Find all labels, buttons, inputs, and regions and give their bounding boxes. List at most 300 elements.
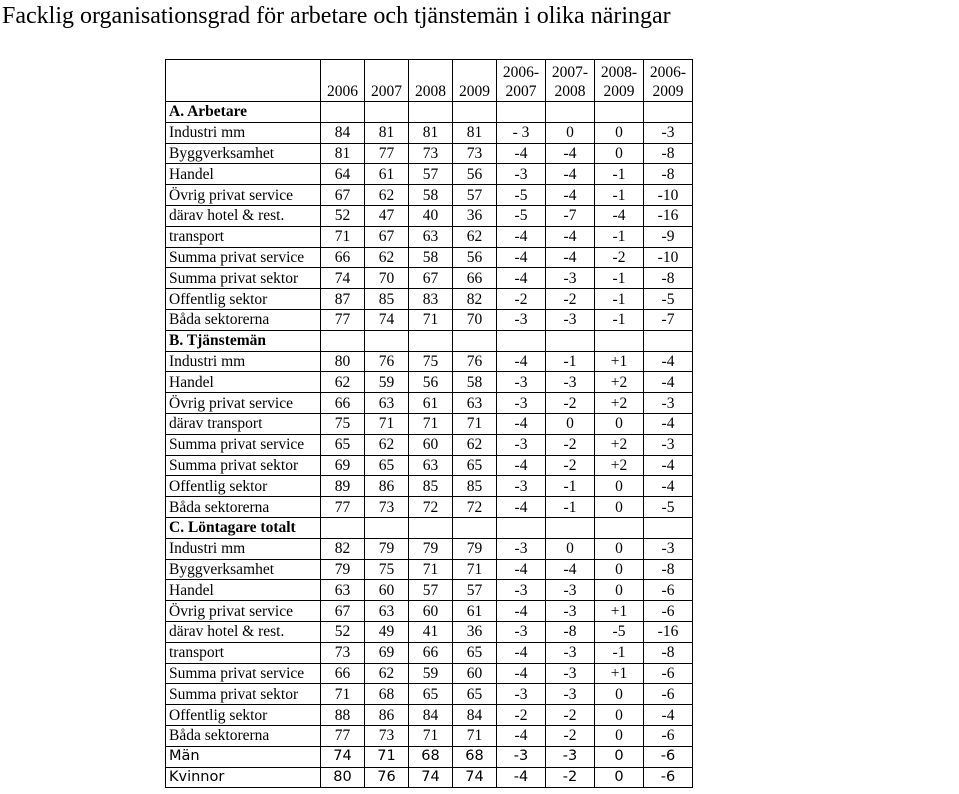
value-cell: 74	[409, 767, 453, 788]
value-cell: -1	[595, 268, 644, 289]
value-cell: -1	[595, 309, 644, 330]
table-row	[166, 226, 693, 247]
value-cell: 56	[453, 247, 497, 268]
value-cell: 85	[365, 289, 409, 310]
row-label: Offentlig sektor	[166, 705, 321, 726]
value-cell: -4	[546, 226, 595, 247]
value-cell: 0	[595, 538, 644, 559]
column-header	[453, 60, 497, 102]
value-cell: 36	[453, 621, 497, 642]
value-cell: 0	[595, 705, 644, 726]
value-cell: 60	[453, 663, 497, 684]
value-cell: -3	[497, 621, 546, 642]
page-title: Facklig organisationsgrad för arbetare och tjänstemän i olika näringar	[2, 3, 671, 29]
value-cell: 71	[409, 559, 453, 580]
value-cell: 59	[409, 663, 453, 684]
value-cell: 85	[453, 476, 497, 497]
value-cell: -8	[644, 164, 693, 185]
empty-cell	[365, 330, 409, 351]
empty-cell	[644, 330, 693, 351]
row-label: därav transport	[166, 413, 321, 434]
value-cell: -6	[644, 580, 693, 601]
value-cell: -3	[644, 393, 693, 414]
row-label: Summa privat sektor	[166, 684, 321, 705]
value-cell: -4	[497, 663, 546, 684]
value-cell: 0	[595, 413, 644, 434]
value-cell: 61	[365, 164, 409, 185]
value-cell: 57	[453, 580, 497, 601]
value-cell: -3	[546, 642, 595, 663]
value-cell: 71	[409, 309, 453, 330]
empty-cell	[644, 517, 693, 538]
value-cell: -4	[497, 143, 546, 164]
value-cell: +1	[595, 663, 644, 684]
value-cell: -5	[497, 185, 546, 206]
value-cell: 63	[453, 393, 497, 414]
table-row	[166, 767, 693, 788]
value-cell: -3	[546, 746, 595, 767]
column-header	[595, 60, 644, 102]
empty-cell	[453, 330, 497, 351]
empty-cell	[595, 102, 644, 123]
value-cell: 73	[453, 143, 497, 164]
table-row	[166, 497, 693, 518]
value-cell: 0	[595, 497, 644, 518]
column-header-line1	[368, 63, 405, 82]
column-header	[546, 60, 595, 102]
value-cell: -6	[644, 746, 693, 767]
empty-cell	[409, 517, 453, 538]
column-header-line1	[456, 63, 493, 82]
value-cell: -3	[546, 268, 595, 289]
value-cell: 65	[453, 455, 497, 476]
value-cell: -4	[644, 351, 693, 372]
table-row	[166, 372, 693, 393]
table-row	[166, 164, 693, 185]
empty-cell	[546, 102, 595, 123]
table-row	[166, 601, 693, 622]
value-cell: 75	[365, 559, 409, 580]
row-label: Industri mm	[166, 351, 321, 372]
value-cell: -4	[546, 143, 595, 164]
value-cell: 67	[321, 601, 365, 622]
value-cell: -5	[644, 289, 693, 310]
value-cell: 0	[595, 746, 644, 767]
value-cell: -4	[644, 413, 693, 434]
value-cell: -8	[546, 621, 595, 642]
value-cell: -3	[497, 393, 546, 414]
section-heading: C. Löntagare totalt	[166, 517, 321, 538]
empty-cell	[365, 102, 409, 123]
value-cell: -4	[595, 205, 644, 226]
value-cell: 61	[409, 393, 453, 414]
value-cell: -2	[595, 247, 644, 268]
row-label: Båda sektorerna	[166, 725, 321, 746]
column-header-line1	[324, 63, 361, 82]
empty-cell	[321, 102, 365, 123]
row-label: Kvinnor	[166, 767, 321, 788]
value-cell: -9	[644, 226, 693, 247]
value-cell: -6	[644, 684, 693, 705]
column-header	[497, 60, 546, 102]
value-cell: -3	[497, 309, 546, 330]
column-header	[321, 60, 365, 102]
value-cell: 40	[409, 205, 453, 226]
row-label: Summa privat sektor	[166, 268, 321, 289]
table-row	[166, 476, 693, 497]
value-cell: -7	[546, 205, 595, 226]
value-cell: -1	[546, 476, 595, 497]
column-header-line2: 2009	[652, 83, 684, 100]
value-cell: 61	[453, 601, 497, 622]
value-cell: -2	[546, 289, 595, 310]
value-cell: 60	[409, 434, 453, 455]
value-cell: -2	[546, 455, 595, 476]
value-cell: 63	[321, 580, 365, 601]
value-cell: 74	[321, 746, 365, 767]
table-row	[166, 455, 693, 476]
value-cell: 68	[453, 746, 497, 767]
value-cell: 60	[365, 580, 409, 601]
value-cell: -4	[546, 559, 595, 580]
empty-cell	[321, 330, 365, 351]
value-cell: 85	[409, 476, 453, 497]
column-header-line1: 2006-	[502, 64, 540, 81]
table-row	[166, 559, 693, 580]
value-cell: 57	[453, 185, 497, 206]
value-cell: -3	[546, 684, 595, 705]
value-cell: 71	[321, 684, 365, 705]
column-header-line2: 2008	[554, 83, 586, 100]
value-cell: 58	[409, 185, 453, 206]
value-cell: 62	[453, 226, 497, 247]
empty-cell	[497, 517, 546, 538]
value-cell: 79	[365, 538, 409, 559]
value-cell: -2	[497, 705, 546, 726]
value-cell: 67	[365, 226, 409, 247]
value-cell: 74	[453, 767, 497, 788]
value-cell: -3	[546, 309, 595, 330]
row-label: Övrig privat service	[166, 185, 321, 206]
value-cell: 36	[453, 205, 497, 226]
row-label: transport	[166, 226, 321, 247]
value-cell: -4	[497, 497, 546, 518]
value-cell: -4	[497, 642, 546, 663]
value-cell: -10	[644, 247, 693, 268]
value-cell: 65	[321, 434, 365, 455]
value-cell: -3	[497, 580, 546, 601]
value-cell: 0	[546, 413, 595, 434]
empty-cell	[497, 102, 546, 123]
value-cell: 76	[365, 767, 409, 788]
value-cell: 87	[321, 289, 365, 310]
value-cell: 73	[321, 642, 365, 663]
empty-cell	[453, 102, 497, 123]
value-cell: 63	[409, 226, 453, 247]
value-cell: -6	[644, 601, 693, 622]
section-heading-row	[166, 517, 693, 538]
value-cell: 86	[365, 705, 409, 726]
value-cell: -3	[497, 434, 546, 455]
value-cell: -8	[644, 642, 693, 663]
value-cell: 67	[409, 268, 453, 289]
value-cell: 86	[365, 476, 409, 497]
value-cell: -10	[644, 185, 693, 206]
table-row	[166, 268, 693, 289]
value-cell: 69	[365, 642, 409, 663]
value-cell: 79	[321, 559, 365, 580]
value-cell: -4	[497, 268, 546, 289]
value-cell: 73	[365, 725, 409, 746]
value-cell: -8	[644, 559, 693, 580]
value-cell: 66	[409, 642, 453, 663]
value-cell: 77	[365, 143, 409, 164]
row-label: Båda sektorerna	[166, 309, 321, 330]
value-cell: 62	[321, 372, 365, 393]
column-header-line2: 2006	[327, 83, 358, 100]
value-cell: 71	[365, 413, 409, 434]
value-cell: 72	[453, 497, 497, 518]
table-row	[166, 434, 693, 455]
value-cell: -4	[497, 725, 546, 746]
value-cell: -4	[546, 247, 595, 268]
value-cell: 81	[453, 122, 497, 143]
value-cell: 74	[365, 309, 409, 330]
value-cell: 62	[365, 663, 409, 684]
value-cell: 84	[321, 122, 365, 143]
value-cell: 56	[409, 372, 453, 393]
value-cell: -4	[644, 455, 693, 476]
value-cell: -1	[546, 497, 595, 518]
value-cell: 66	[321, 393, 365, 414]
value-cell: -2	[546, 393, 595, 414]
empty-cell	[546, 517, 595, 538]
value-cell: -16	[644, 205, 693, 226]
table-row	[166, 538, 693, 559]
value-cell: -3	[497, 372, 546, 393]
row-label: Byggverksamhet	[166, 143, 321, 164]
value-cell: 62	[453, 434, 497, 455]
value-cell: -1	[595, 164, 644, 185]
empty-cell	[595, 517, 644, 538]
value-cell: 84	[453, 705, 497, 726]
value-cell: 84	[409, 705, 453, 726]
empty-cell	[365, 517, 409, 538]
value-cell: 66	[453, 268, 497, 289]
table-body	[166, 102, 693, 788]
value-cell: -3	[644, 434, 693, 455]
value-cell: -3	[497, 746, 546, 767]
value-cell: 81	[321, 143, 365, 164]
value-cell: -3	[546, 601, 595, 622]
table-row	[166, 642, 693, 663]
value-cell: -4	[644, 372, 693, 393]
row-label: Handel	[166, 580, 321, 601]
column-header-line2: 2008	[415, 83, 446, 100]
value-cell: -8	[644, 268, 693, 289]
value-cell: 0	[595, 122, 644, 143]
table-row	[166, 746, 693, 767]
value-cell: -7	[644, 309, 693, 330]
value-cell: 0	[546, 122, 595, 143]
value-cell: -1	[595, 289, 644, 310]
value-cell: 0	[595, 559, 644, 580]
value-cell: -4	[546, 185, 595, 206]
section-heading-row	[166, 102, 693, 123]
column-header-line1: 2006-	[649, 64, 687, 81]
value-cell: 83	[409, 289, 453, 310]
value-cell: -1	[595, 642, 644, 663]
row-label: Industri mm	[166, 538, 321, 559]
value-cell: 0	[546, 538, 595, 559]
table-row	[166, 122, 693, 143]
value-cell: - 3	[497, 122, 546, 143]
row-label: Summa privat service	[166, 434, 321, 455]
value-cell: 67	[321, 185, 365, 206]
row-label: Övrig privat service	[166, 601, 321, 622]
value-cell: -4	[497, 559, 546, 580]
value-cell: 58	[453, 372, 497, 393]
value-cell: -6	[644, 767, 693, 788]
value-cell: 41	[409, 621, 453, 642]
value-cell: -4	[497, 601, 546, 622]
value-cell: -4	[546, 164, 595, 185]
value-cell: -5	[497, 205, 546, 226]
value-cell: -6	[644, 725, 693, 746]
value-cell: -4	[497, 767, 546, 788]
section-heading-row	[166, 330, 693, 351]
value-cell: -16	[644, 621, 693, 642]
value-cell: -4	[497, 455, 546, 476]
value-cell: 0	[595, 476, 644, 497]
row-label: transport	[166, 642, 321, 663]
value-cell: 65	[365, 455, 409, 476]
value-cell: 81	[409, 122, 453, 143]
empty-cell	[595, 330, 644, 351]
value-cell: 71	[453, 725, 497, 746]
value-cell: -1	[595, 226, 644, 247]
column-header-line1: 2007-	[551, 64, 589, 81]
value-cell: 0	[595, 767, 644, 788]
row-label: Summa privat sektor	[166, 455, 321, 476]
value-cell: +2	[595, 372, 644, 393]
value-cell: -3	[497, 476, 546, 497]
column-header-line2: 2009	[603, 83, 635, 100]
row-label: Offentlig sektor	[166, 289, 321, 310]
table-row	[166, 580, 693, 601]
value-cell: +1	[595, 601, 644, 622]
value-cell: -2	[546, 725, 595, 746]
column-header	[644, 60, 693, 102]
table-row	[166, 205, 693, 226]
row-label: Handel	[166, 164, 321, 185]
column-header-line2: 2007	[505, 83, 537, 100]
empty-cell	[409, 102, 453, 123]
header-corner-cell	[166, 60, 321, 102]
table-row	[166, 185, 693, 206]
table-header-row	[166, 60, 693, 102]
table-row	[166, 684, 693, 705]
value-cell: -3	[644, 538, 693, 559]
value-cell: -3	[497, 164, 546, 185]
section-heading: A. Arbetare	[166, 102, 321, 123]
value-cell: 63	[409, 455, 453, 476]
value-cell: 75	[409, 351, 453, 372]
value-cell: 59	[365, 372, 409, 393]
empty-cell	[409, 330, 453, 351]
row-label: Män	[166, 746, 321, 767]
value-cell: 52	[321, 621, 365, 642]
table-row	[166, 705, 693, 726]
row-label: därav hotel & rest.	[166, 621, 321, 642]
value-cell: -3	[546, 372, 595, 393]
value-cell: 63	[365, 393, 409, 414]
column-header-line2: 2007	[371, 83, 402, 100]
value-cell: -6	[644, 663, 693, 684]
value-cell: -4	[497, 413, 546, 434]
value-cell: 73	[365, 497, 409, 518]
value-cell: 79	[453, 538, 497, 559]
value-cell: 77	[321, 497, 365, 518]
value-cell: -2	[546, 705, 595, 726]
value-cell: 71	[453, 413, 497, 434]
value-cell: 63	[365, 601, 409, 622]
empty-cell	[497, 330, 546, 351]
table-row	[166, 621, 693, 642]
value-cell: -8	[644, 143, 693, 164]
value-cell: 80	[321, 767, 365, 788]
row-label: Industri mm	[166, 122, 321, 143]
table-row	[166, 143, 693, 164]
value-cell: 66	[321, 247, 365, 268]
value-cell: 47	[365, 205, 409, 226]
value-cell: 70	[453, 309, 497, 330]
value-cell: 52	[321, 205, 365, 226]
value-cell: 68	[409, 746, 453, 767]
value-cell: 65	[453, 642, 497, 663]
value-cell: 66	[321, 663, 365, 684]
value-cell: 68	[365, 684, 409, 705]
row-label: Båda sektorerna	[166, 497, 321, 518]
table-row	[166, 413, 693, 434]
table-row	[166, 289, 693, 310]
value-cell: 62	[365, 185, 409, 206]
value-cell: 75	[321, 413, 365, 434]
value-cell: 71	[365, 746, 409, 767]
value-cell: 77	[321, 309, 365, 330]
value-cell: 71	[409, 725, 453, 746]
value-cell: 0	[595, 580, 644, 601]
value-cell: 0	[595, 684, 644, 705]
value-cell: 71	[321, 226, 365, 247]
value-cell: 81	[365, 122, 409, 143]
value-cell: 76	[453, 351, 497, 372]
table-row	[166, 351, 693, 372]
value-cell: 73	[409, 143, 453, 164]
value-cell: +1	[595, 351, 644, 372]
value-cell: 77	[321, 725, 365, 746]
row-label: Övrig privat service	[166, 393, 321, 414]
value-cell: -3	[497, 538, 546, 559]
value-cell: -3	[497, 684, 546, 705]
value-cell: 65	[409, 684, 453, 705]
row-label: Handel	[166, 372, 321, 393]
value-cell: 88	[321, 705, 365, 726]
value-cell: -4	[644, 476, 693, 497]
row-label: Offentlig sektor	[166, 476, 321, 497]
value-cell: -3	[644, 122, 693, 143]
table-row	[166, 663, 693, 684]
